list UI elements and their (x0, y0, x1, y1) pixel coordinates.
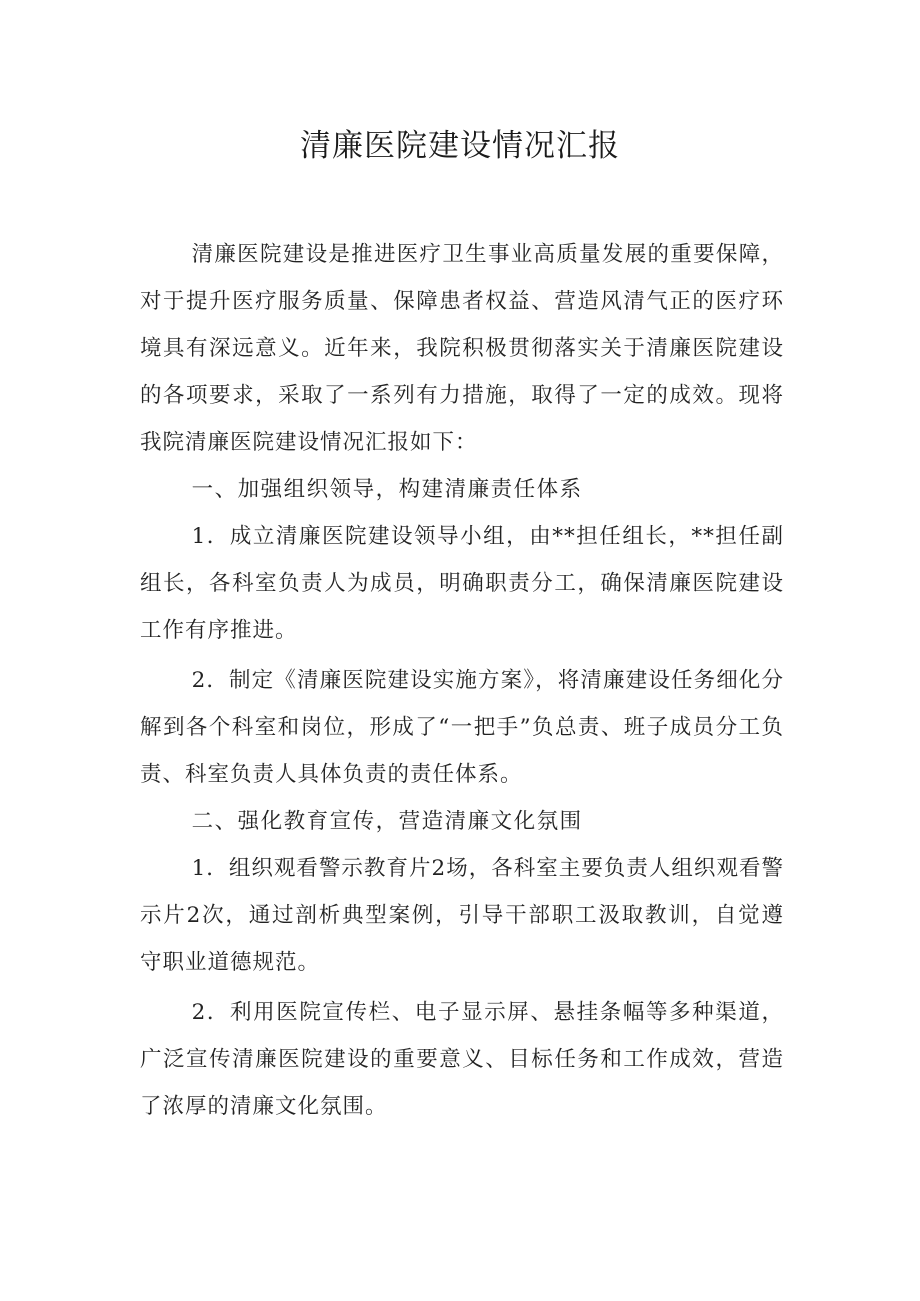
section-2-item-1: 1．组织观看警示教育片2场，各科室主要负责人组织观看警示片2次，通过剖析典型案例，引导干部职工汲取教训，自觉遵守职业道德规范。 (140, 856, 784, 975)
section-1-item-1: 1．成立清廉医院建设领导小组，由**担任组长，**担任副组长，各科室负责人为成员，明确职责分工，确保清廉医院建设工作有序推进。 (140, 524, 784, 643)
section-heading-2: 二、强化教育宣传，营造清廉文化氛围 (191, 809, 583, 834)
section-2-item-2: 2．利用医院宣传栏、电子显示屏、悬挂条幅等多种渠道，广泛宣传清廉医院建设的重要意义、目标任务和工作成效，营造了浓厚的清廉文化氛围。 (140, 1000, 784, 1119)
section-heading-1: 一、加强组织领导，构建清廉责任体系 (191, 477, 583, 502)
section-1-item-2: 2．制定《清廉医院建设实施方案》，将清廉建设任务细化分解到各个科室和岗位，形成了“一把手”负总责、班子成员分工负责、科室负责人具体负责的责任体系。 (140, 668, 784, 787)
document-body (140, 231, 784, 1130)
document-title: 清廉医院建设情况汇报 (300, 128, 620, 164)
intro-paragraph: 清廉医院建设是推进医疗卫生事业高质量发展的重要保障，对于提升医疗服务质量、保障患者权益、营造风清气正的医疗环境具有深远意义。近年来，我院积极贯彻落实关于清廉医院建设的各项要求，采取了一系列有力措施，取得了一定的成效。现将我院清廉医院建设情况汇报如下： (140, 242, 784, 455)
